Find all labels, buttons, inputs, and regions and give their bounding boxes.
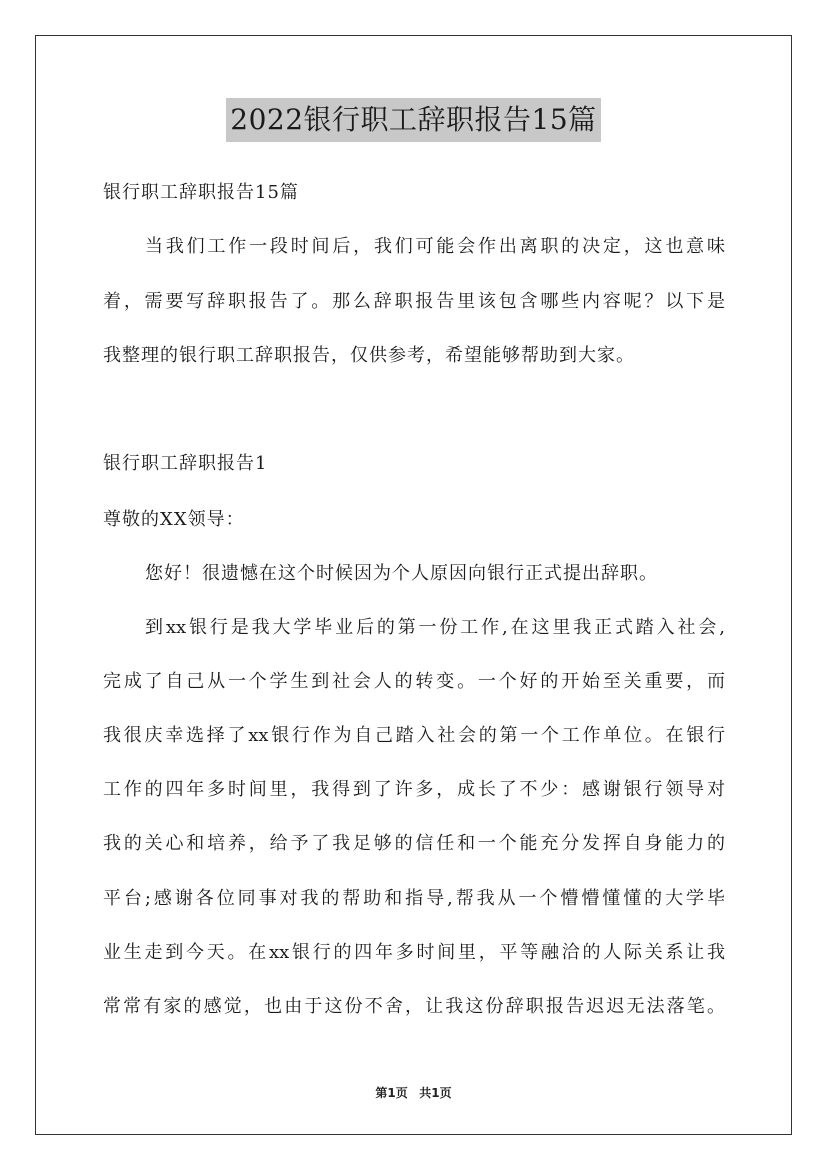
intro-line-2: 着，需要写辞职报告了。那么辞职报告里该包含哪些内容呢？以下是 <box>103 291 725 312</box>
section-heading: 银行职工辞职报告1 <box>103 453 268 474</box>
salutation: 尊敬的XX领导： <box>103 509 245 530</box>
greeting-line: 您好！很遗憾在这个时候因为个人原因向银行正式提出辞职。 <box>145 563 658 584</box>
page-footer <box>0 1084 827 1101</box>
intro-line-1: 当我们工作一段时间后，我们可能会作出离职的决定，这也意味 <box>145 236 725 257</box>
body-line-2: 完成了自己从一个学生到社会人的转变。一个好的开始至关重要，而 <box>103 671 725 692</box>
page-total: 共1页 <box>419 1086 452 1100</box>
intro-line-3: 我整理的银行职工辞职报告，仅供参考，希望能够帮助到大家。 <box>103 345 635 366</box>
body-line-3: 我很庆幸选择了xx银行作为自己踏入社会的第一个工作单位。在银行 <box>103 725 725 746</box>
body-line-6: 平台;感谢各位同事对我的帮助和指导,帮我从一个懵懵懂懂的大学毕 <box>103 888 725 909</box>
body-line-7: 业生走到今天。在xx银行的四年多时间里，平等融洽的人际关系让我 <box>103 942 725 963</box>
body-line-5: 我的关心和培养，给予了我足够的信任和一个能充分发挥自身能力的 <box>103 833 725 854</box>
page-number: 第1页 <box>375 1086 408 1100</box>
title-container <box>0 98 827 142</box>
document-title: 2022银行职工辞职报告15篇 <box>226 98 600 142</box>
body-line-8: 常常有家的感觉，也由于这份不舍，让我这份辞职报告迟迟无法落笔。 <box>103 996 725 1017</box>
body-line-4: 工作的四年多时间里，我得到了许多，成长了不少：感谢银行领导对 <box>103 779 725 800</box>
body-line-1: 到xx银行是我大学毕业后的第一份工作,在这里我正式踏入社会, <box>145 617 725 638</box>
document-subtitle: 银行职工辞职报告15篇 <box>103 182 299 203</box>
